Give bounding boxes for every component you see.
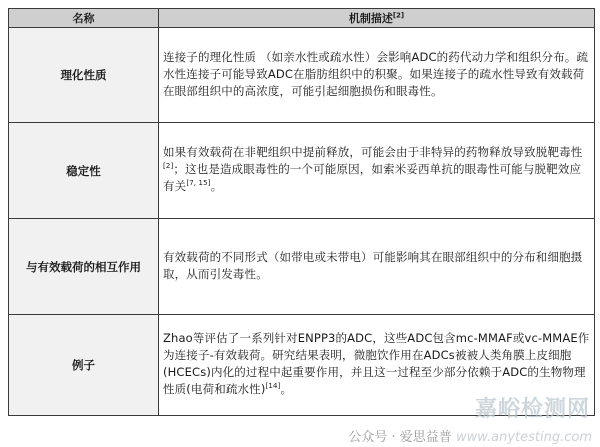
- watermark-account: 公众号 · 爱思益普 www.anytesting.com: [348, 430, 592, 445]
- table-row-example: [9, 315, 595, 416]
- row-name: 例子: [9, 315, 159, 416]
- citation: [2]: [163, 162, 174, 171]
- watermark-url: www.anytesting.com: [455, 430, 592, 445]
- row-name: 稳定性: [9, 123, 159, 219]
- watermark-logo-text: 嘉峪检测网: [474, 397, 590, 422]
- table-row-physicochemical: [9, 28, 595, 123]
- row-desc: 有效载荷的不同形式（如带电或未带电）可能影响其在眼部组织中的分布和细胞摄取，从而引发毒性。: [159, 219, 595, 315]
- mechanism-table: [8, 8, 595, 416]
- citation: [14]: [265, 382, 281, 391]
- row-name: 理化性质: [9, 28, 159, 123]
- citation: [7, 15]: [186, 179, 211, 188]
- row-desc: 连接子的理化性质 （如亲水性或疏水性）会影响ADC的药代动力学和组织分布。疏水性连接子可能导致ADC在脂肪组织中的积聚。如果连接子的疏水性导致有效载荷在眼部组织中的高浓度，可能引起细胞损伤和眼毒性。: [159, 28, 595, 123]
- table-row-payload-interaction: [9, 219, 595, 315]
- row-name: 与有效载荷的相互作用: [9, 219, 159, 315]
- table-row-stability: [9, 123, 595, 219]
- header-ref: [2]: [392, 11, 405, 20]
- table-header-row: [9, 9, 595, 28]
- row-desc: Zhao等评估了一系列针对ENPP3的ADC，这些ADC包含mc-MMAF或vc-MMAE作为连接子-有效载荷。研究结果表明，微胞饮作用在ADCs被被人类角膜上皮细胞(HCECs)内化的过程中起重要作用，并且这一过程至少部分依赖于ADC的生物物理性质(电荷和疏水性)[14]。: [159, 315, 595, 416]
- header-mechanism: 机制描述[2]: [159, 9, 595, 28]
- header-name: 名称: [9, 9, 159, 28]
- row-desc: 如果有效载荷在非靶组织中提前释放，可能会由于非特异的药物释放导致脱靶毒性[2]；这也是造成眼毒性的一个可能原因，如索米妥西单抗的眼毒性可能与脱靶效应有关[7, 15]。: [159, 123, 595, 219]
